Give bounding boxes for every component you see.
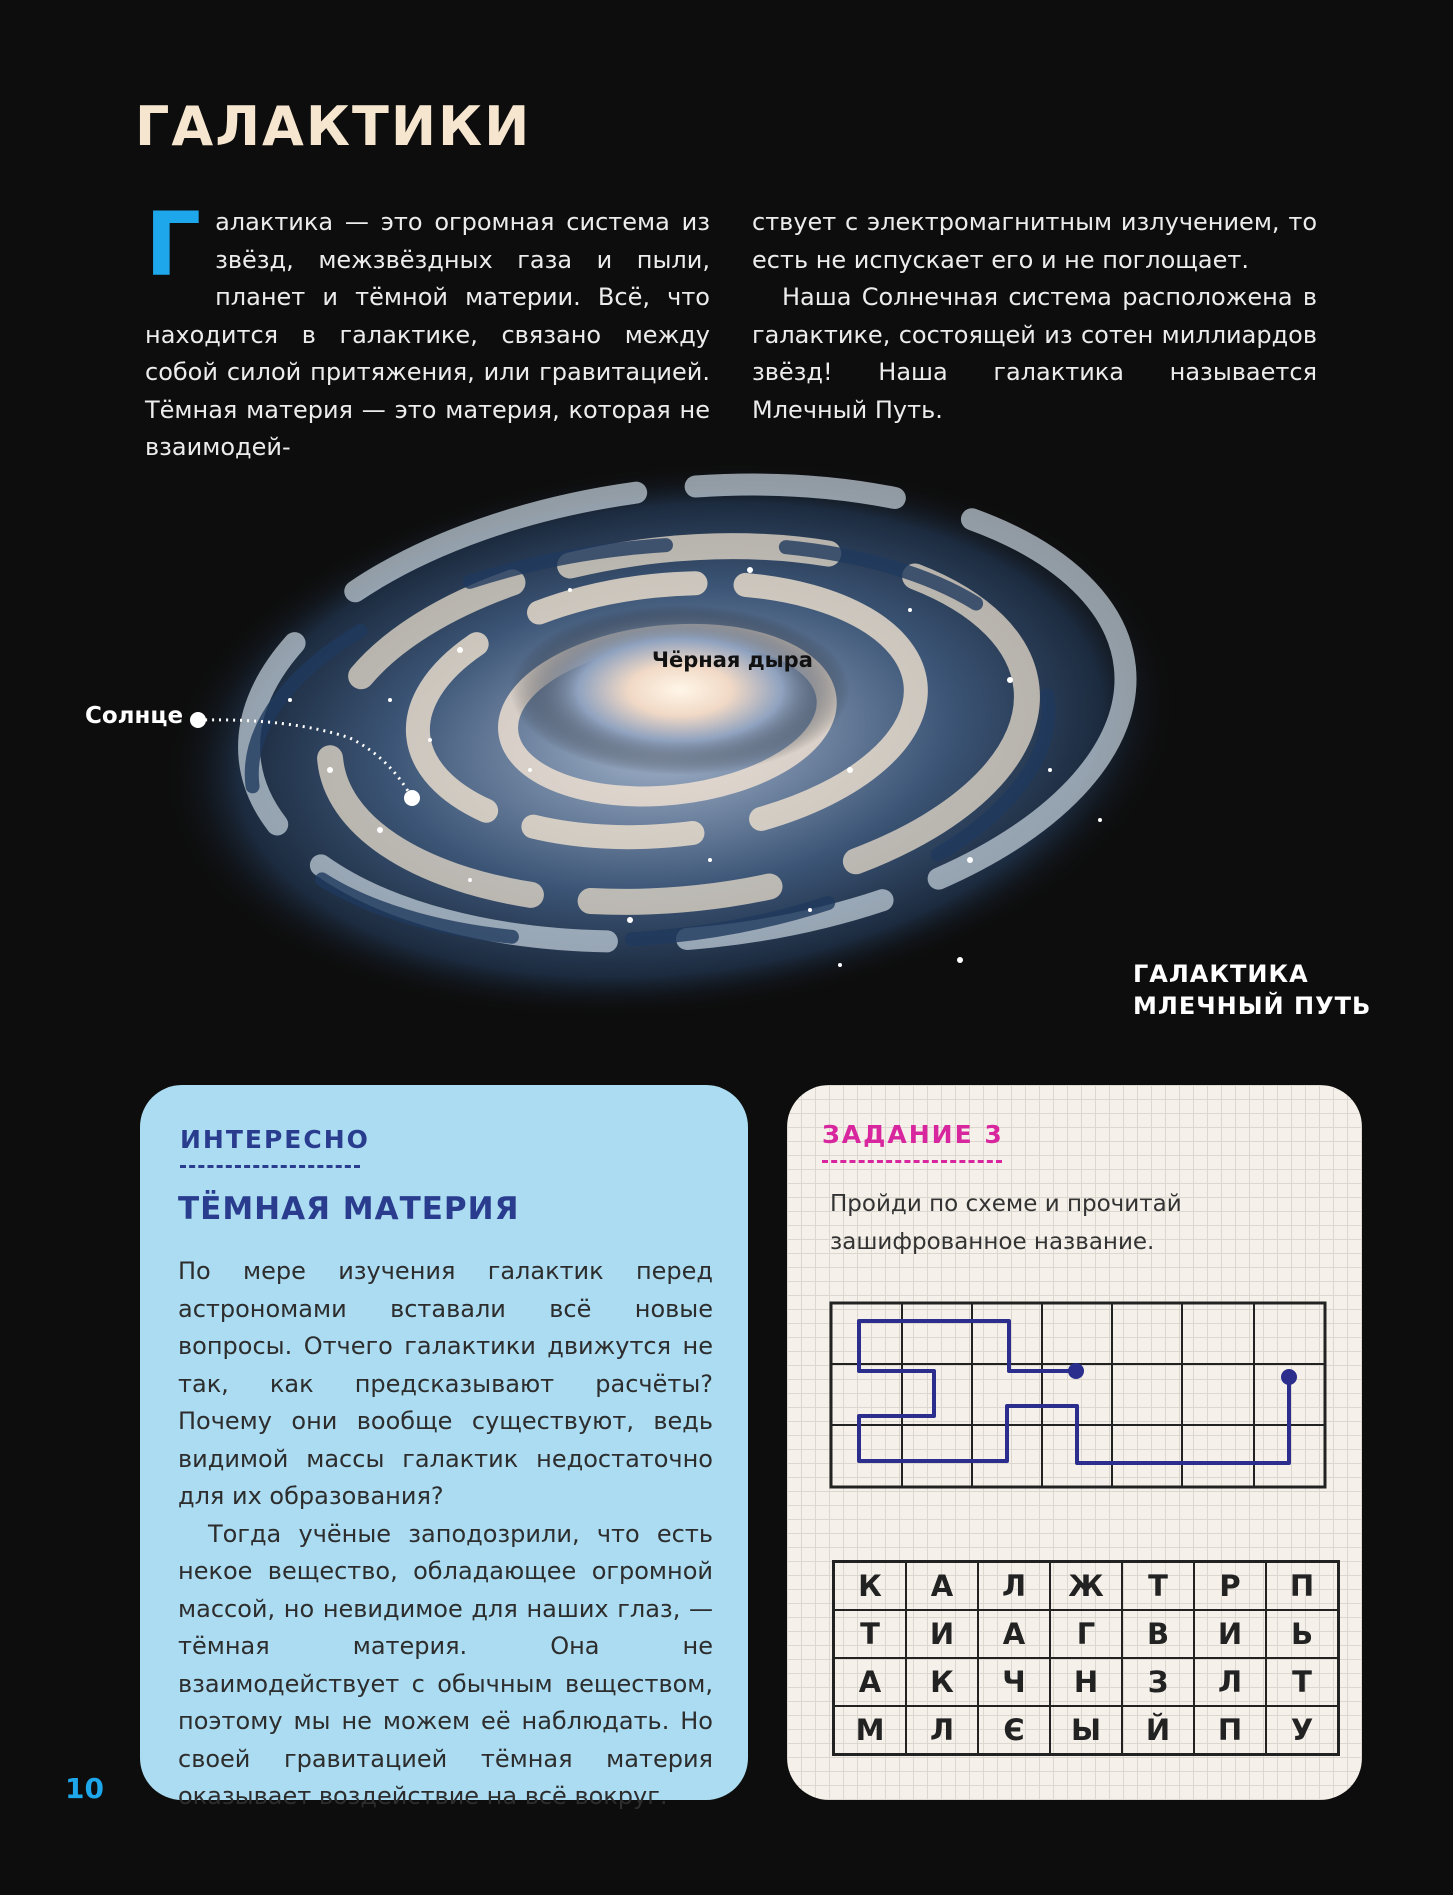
letter-cell: З bbox=[1122, 1658, 1194, 1706]
letter-cell: П bbox=[1266, 1562, 1339, 1611]
galaxy-caption-line-1: ГАЛАКТИКА bbox=[1133, 960, 1309, 988]
dark-matter-text bbox=[178, 1253, 713, 1816]
letter-cell: Т bbox=[834, 1610, 907, 1658]
letter-cell: П bbox=[1194, 1706, 1266, 1755]
letter-cell: М bbox=[834, 1706, 907, 1755]
letter-cell: Л bbox=[978, 1562, 1050, 1611]
intro-column-left bbox=[145, 193, 710, 467]
galaxy-caption-line-2: МЛЕЧНЫЙ ПУТЬ bbox=[1133, 992, 1372, 1020]
page-number: 10 bbox=[65, 1772, 104, 1805]
dark-matter-paragraph-1: По мере изучения галактик перед астрономами вставали всё новые вопросы. Отчего галактики движутся не так, как предсказывают расчёты? Почему они вообще существуют, ведь видимой массы галактик недостаточно для их образования? bbox=[178, 1257, 713, 1510]
letter-cell: А bbox=[834, 1658, 907, 1706]
letter-grid bbox=[832, 1560, 1340, 1756]
letter-cell: Ь bbox=[1266, 1610, 1339, 1658]
letter-grid-row bbox=[834, 1562, 1339, 1611]
letter-cell: К bbox=[834, 1562, 907, 1611]
task-kicker: ЗАДАНИЕ 3 bbox=[822, 1120, 1004, 1149]
interesting-box bbox=[140, 1085, 748, 1810]
letter-cell: У bbox=[1266, 1706, 1339, 1755]
letter-cell: Ы bbox=[1050, 1706, 1122, 1755]
intro-paragraph-right-2: Наша Солнечная система расположена в галактике, состоящей из сотен миллиардов звёзд! Наша галактика называется Млечный Путь. bbox=[752, 283, 1317, 424]
letter-cell: Н bbox=[1050, 1658, 1122, 1706]
letter-cell: К bbox=[906, 1658, 978, 1706]
kicker-divider bbox=[180, 1165, 360, 1168]
letter-cell: А bbox=[906, 1562, 978, 1611]
letter-cell: Т bbox=[1266, 1658, 1339, 1706]
maze-scheme bbox=[829, 1301, 1329, 1501]
letter-cell: А bbox=[978, 1610, 1050, 1658]
intro-column-right bbox=[752, 204, 1317, 429]
dark-matter-heading: ТЁМНАЯ МАТЕРИЯ bbox=[178, 1191, 520, 1227]
letter-cell: Р bbox=[1194, 1562, 1266, 1611]
letter-grid-row bbox=[834, 1658, 1339, 1706]
letter-cell: И bbox=[1194, 1610, 1266, 1658]
task-divider bbox=[822, 1160, 1002, 1163]
letter-cell: В bbox=[1122, 1610, 1194, 1658]
black-hole-label: Чёрная дыра bbox=[652, 648, 813, 672]
letter-cell: Л bbox=[1194, 1658, 1266, 1706]
task-instruction: Пройди по схеме и прочитай зашифрованное название. bbox=[830, 1191, 1182, 1255]
drop-cap: Г bbox=[145, 193, 202, 296]
task-box bbox=[787, 1085, 1362, 1800]
galaxy-caption bbox=[1133, 958, 1371, 1022]
page-title: ГАЛАКТИКИ bbox=[135, 95, 532, 158]
letter-grid-row bbox=[834, 1706, 1339, 1755]
intro-paragraph-left: алактика — это огромная система из звёзд, межзвёздных газа и пыли, планет и тёмной материи. Всё, что находится в галактике, связано между собой силой притяжения, или гравитацией. Тёмная материя — это материя, которая не взаимодей- bbox=[145, 208, 710, 461]
letter-cell: Є bbox=[978, 1706, 1050, 1755]
letter-cell: Ч bbox=[978, 1658, 1050, 1706]
letter-cell: И bbox=[906, 1610, 978, 1658]
letter-grid-row bbox=[834, 1610, 1339, 1658]
letter-cell: Й bbox=[1122, 1706, 1194, 1755]
letter-cell: Т bbox=[1122, 1562, 1194, 1611]
interesting-kicker: ИНТЕРЕСНО bbox=[180, 1125, 370, 1154]
sun-label: Солнце bbox=[85, 703, 184, 729]
dark-matter-paragraph-2: Тогда учёные заподозрили, что есть некое вещество, обладающее огромной массой, но невидимое для наших глаз, — тёмная материя. Она не взаимодействует с обычным веществом, поэтому мы не можем её наблюдать. Но своей гравитацией тёмная материя оказывает воздействие на всё вокруг. bbox=[178, 1519, 713, 1810]
letter-cell: Л bbox=[906, 1706, 978, 1755]
intro-paragraph-right-1: ствует с электромагнитным излучением, то есть не испускает его и не поглощает. bbox=[752, 208, 1317, 274]
sun-pointer-line bbox=[190, 708, 430, 808]
letter-cell: Ж bbox=[1050, 1562, 1122, 1611]
letter-cell: Г bbox=[1050, 1610, 1122, 1658]
